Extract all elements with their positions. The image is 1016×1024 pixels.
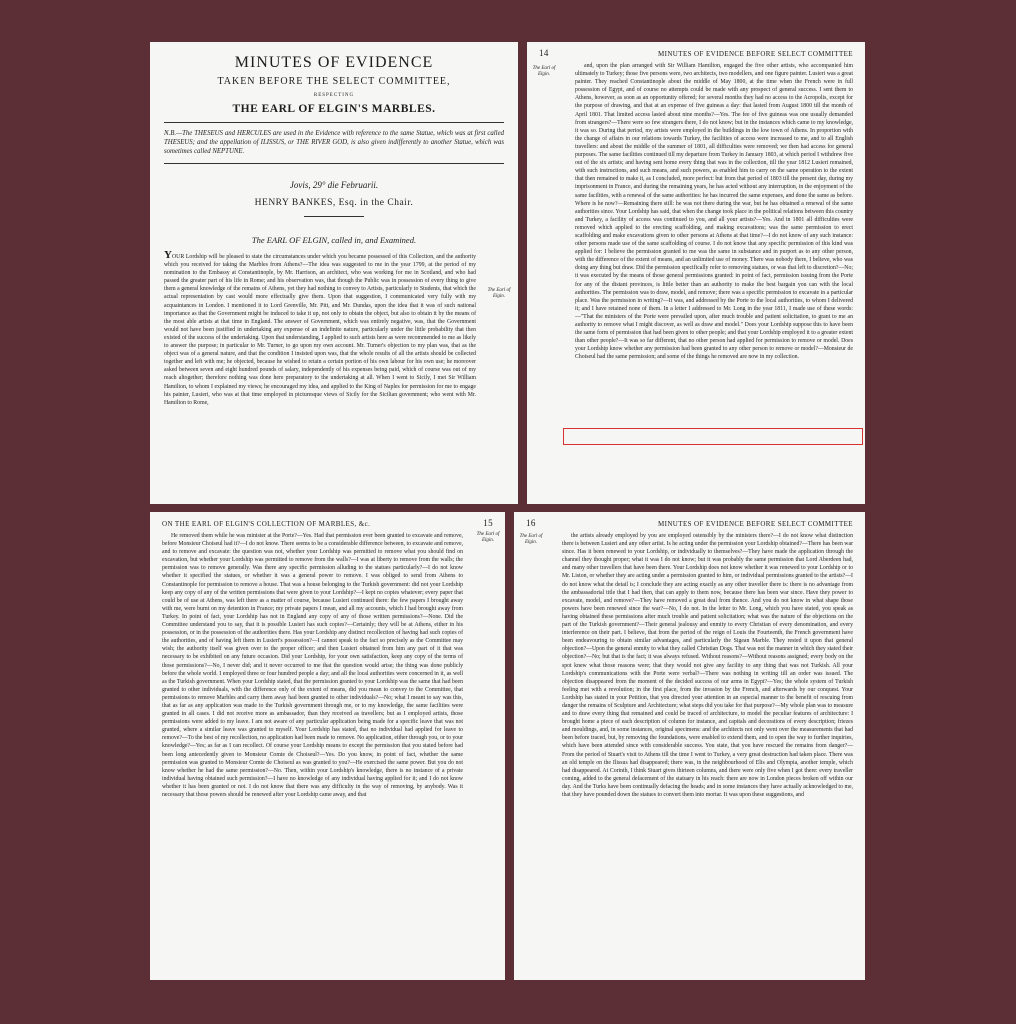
document-page-13	[150, 42, 518, 504]
sitting-date: Jovis, 29° die Februarii.	[289, 180, 379, 190]
document-page-15	[150, 512, 505, 980]
body-text: the artists already employed by you are employed ostensibly by the ministers there?—I do not know what distinction there is between Lusieri and any other artist. Is he acting under the permission your Lordship obtained?—There has been war since. Has it been renewed to your Lordship, or individually to themselves?—They have made the application through the channel they thought proper; what it was I do not know; but it was probably the same permission that Lord Aberdeen had, and many other travellers that have been there. Your Lordship does not know whether it was renewed to your Lordship or to Mr. Liston, or whether they are acting under a permission granted to him, or individual permissions granted to the artists?—I do not know what the detail is; I conclude they are acting exactly as any other traveller there is: there is no advantage from the ambassadorial title that I had then, that can apply to them now, because there has been war since. Have they power to excavate, model, and remove?—They have removed a great deal from thence. And you do not know in what shape those powers have been renewed since the war?—No, I do not. In the letter to Mr. Long, which you have stated, you speak as having obtained these permissions after much trouble and patient solicitation; what was the nature of the objections on the part of the Turkish government?—Their general jealousy and enmity to every Christian of every denomination, and every interference on their part. I believe, that from the period of the reign of Louis the Fourteenth, the French government have been endeavouring to obtain similar advantages, and particularly the Sigean Marble. They rested it upon that general objection?—Upon the general enmity to what they called Christian Dogs. That was not the manner in which they stated their objection?—No; but that is the fact; it was always refused. Without reasons?—Without reasons assigned; every body on the spot knew what those reasons were; that they would not give any facility to any thing that was not Turkish. All your Lordship's communications with the Porte were verbal?—There was nothing in writing till an order was issued. The objection disappeared from the moment of the decided success of our arms in Egypt?—Yes; the whole system of Turkish feeling met with a revolution; in the first place, from the invasion by the French, and afterwards by our conquest. Your Lordship has stated in your Petition, that you directed your attention in an especial manner to the benefit of rescuing from danger the remains of Sculpture and Architecture; what steps did you take for that purpose?—My whole plan was to measure and to draw every thing that remained and could be traced of architecture, to model the peculiar features of architecture: I brought home a piece of each description of column for instance, and capitals and decorations of every description; friezes and mouldings, and, in some instances, original specimens: and the architects not only went over the measurements that had been before traced, but, by removing the foundations, were enabled to extend them, and to open the way to further inquiries, which have been attended since with considerable success. You state, that you have rescued the remains from danger?—From the period of Stuart's visit to Athens till the time I went to Turkey, a very great destruction had taken place. There was an old temple on the Ilissus had disappeared; there was, in the neighbourhood of Elis and Olympia, another temple, which had disappeared. At Corinth, I think Stuart gives thirteen columns, and there were only five when I got there: every traveller coming, added to the general defacement of the statuary in his reach: there are now in London pieces broken off within our day. And the Turks have been continually defacing the heads; and in some instances they have actually acknowledged to me, that they have pounded down the statues to convert them into mortar. It was upon these suggestions, and	[562, 533, 853, 798]
page-number: 14	[539, 48, 549, 58]
page-body	[164, 251, 476, 407]
page-body	[562, 532, 853, 799]
margin-note: The Earl of Elgin.	[476, 532, 500, 543]
document-subtitle: TAKEN BEFORE THE SELECT COMMITTEE,	[217, 76, 451, 87]
running-head	[526, 518, 853, 528]
drop-cap: Y	[164, 249, 172, 261]
document-page-16	[514, 512, 865, 980]
divider	[304, 216, 364, 217]
chair-line: HENRY BANKES, Esq. in the Chair.	[254, 198, 414, 208]
running-head-text: MINUTES OF EVIDENCE BEFORE SELECT COMMITTEE	[658, 50, 853, 58]
margin-note: The Earl of Elgin.	[487, 288, 511, 299]
highlight-box	[563, 428, 863, 445]
body-text: OUR Lordship will be pleased to state the circumstances under which you became possessed of this Collection, and the authority which you received for taking the Marbles from Athens?—The idea was suggested to me in the year 1799, at the period of my nomination to the Embassy at Constantinople, by Mr. Harrison, an architect, who was working for me in Scotland, and who had passed the greater part of his life in Rome; and his observation was, that though the Public was in possession of every thing to give them a general knowledge of the remains of Athens, yet they had nothing to convey to Artists, particularly to Students, that which the actual representation by cast would more effectually give them. Upon that suggestion, I communicated very fully with my acquaintances in London. I mentioned it to Lord Grenville, Mr. Pitt, and Mr. Dundas, upon the idea that it was of such national importance as that the Government might be induced to take it up, not only to obtain the object, but also to obtain it by the means of the most able artists at that time in England. The answer of Government, which was entirely negative, was, that the Government would not have been justified in undertaking any expense of an indefinite nature, particularly under the little probability that then existed of the success of the undertaking. Upon that understanding, I applied to such artists here as were recommended to me as likely to answer the purpose; in particular to Mr. Turner, to go upon my own account. Mr. Turner's objection to my plan was, that as the object was of a general nature, and that the condition I insisted upon was, that the whole results of all the artists should be collected together and left with me; he objected, because he wished to retain a certain portion of his own labour for his own use; he moreover asked between seven and eight hundred pounds of salary, independently of his expenses being paid, which of course was out of my reach altogether; therefore nothing was done here preparatory to the undertaking at all. When I went to Sicily, I met Sir William Hamilton, to whom I explained my views; he encouraged my idea, and applied to the King of Naples for permission for me to engage his painter, Lusieri, who was at that time employed in picturesque views of Sicily for the Sicilian government; who went with Mr. Hamilton to Rome,	[164, 254, 476, 406]
running-head	[539, 48, 853, 58]
running-head-text: ON THE EARL OF ELGIN'S COLLECTION OF MARBLES, &c.	[162, 520, 371, 528]
page-number: 16	[526, 518, 536, 528]
respecting-label: RESPECTING	[313, 93, 355, 98]
body-text: and, upon the plan arranged with Sir William Hamilton, engaged the five other artists, who accompanied him ultimately to Turkey; those five persons were, two architects, two modellers, and one figure painter. Lusieri was a great painter. They reached Constantinople about the middle of May 1800, at the time when the French were in full possession of Egypt, and of course no attempts could be made with any prospect of general success. I sent them to Athens, however, as soon as an opportunity offered; for several months they had no access to the Acropolis, except for the purpose of drawing, and that at an expense of five guineas a day: that lasted from August 1800 till the month of April 1801. That limited access lasted about nine months?—Yes. The fee of five guineas was one usually demanded from strangers?—There were so few strangers there, I do not know; but in the instances which came to my knowledge, it was so. During that period, my artists were employed in the buildings in the low town of Athens. In proportion with the change of affairs in our relations towards Turkey, the facilities of access were increased to me, and to all English travellers: and about the middle of the summer of 1801, all difficulties were removed; we then had access for general purposes. The same facilities continued till my departure from Turkey in January 1803, at which period I withdrew five out of the six artists; and having sent home every thing that was in the collection, till the year 1812 Lusieri remained, with such instructions, and such means, and such powers, as enabled him to carry on the same operation to the extent that then remained to make it, as I concluded, more perfect: but from that period of 1803 till the present day, during my imprisonment in France, and during the remaining years, he has acted without any interruption, in the enjoyment of the same facilities, with a renewal of the same authorities: he has incurred the same expenses, and done the same as before. Where is he now?—Remaining there still: he was not there during the war, but he has obtained a renewal of the same authorities since. Your Lordship has said, that when the change took place in the political relations between this country and Turkey, a facility of access was continued to you, and all your artists?—Yes. And in 1801 all difficulties were removed which applied to the erecting scaffolding, and making excavations; was the same permission to erect scaffolding and make excavations given to other persons at Athens at that time?—I do not know of any such instance: other persons made use of the same scaffolding of course. I do not know that any specific permission of this kind was applied for: I believe the permission granted to me was the same in substance and in purport as to any other person, with the difference of the extent of means, and an unlimited use of money. There was nobody there, I believe, who was doing any thing but draw. Did the permission specifically refer to removing statues, or was that left to discretion?—No; it was executed by the means of those general permissions granted: in point of fact, permission issuing from the Porte for any of the distant provinces, is little better than an authority to make the best bargain you can with the local authorities. The permission was to draw, model, and remove; there was a specific permission to excavate in a particular place. Was the permission in writing?—It was, and addressed by the Porte to the local authorities, to whom I delivered it; and I have retained none of them. In a letter I addressed to Mr. Long in the year 1811, I made use of these words:—"That the ministers of the Porte were prevailed upon, after much trouble and patient solicitation, to grant to me an authority to remove what I might discover, as well as draw and model." Does your Lordship suppose this to have been the same form of permission that had been given to other people; and that your Lordship employed it to a greater extent than other people?—It was so far different, that no other person had applied for permission to remove or model. Does your Lordship know whether any permission had been granted to any other person to remove or model?—Monsieur de Choiseul had the same permission; and some of the things he removed are now in my collection.	[575, 63, 853, 361]
witness-line: The EARL OF ELGIN, called in, and Examined.	[251, 235, 417, 245]
document-subject: THE EARL OF ELGIN'S MARBLES.	[232, 103, 436, 115]
document-page-14	[527, 42, 865, 504]
nota-bene: N.B.—The THESEUS and HERCULES are used in the Evidence with reference to the same Statue, which was at first called THESEUS; and the appellation of ILISSUS, or THE RIVER GOD, is also given indifferently to another Statue, which was sometimes called NEPTUNE.	[164, 130, 504, 155]
margin-note: The Earl of Elgin.	[519, 534, 543, 545]
running-head-text: MINUTES OF EVIDENCE BEFORE SELECT COMMITTEE	[658, 520, 853, 528]
divider	[164, 122, 504, 123]
page-number: 15	[483, 518, 493, 528]
divider	[164, 163, 504, 164]
body-text: He removed them while he was minister at the Porte?—Yes. Had that permission ever been granted to excavate and remove, before Monsieur Choiseul had it?—I do not know. There seems to be a considerable difference between, to excavate and remove, and to remove and excavate: the question was not, whether your Lordship was permitted to remove what you should find on excavation, but whether your Lordship was permitted to remove from the walls?—I was at liberty to remove from the walls; the permission was to remove generally. Was there any specific permission alluding to the statues particularly?—I do not know whether it specified the statues, or whether it was a general power to remove. I was obliged to send from Athens to Constantinople for permission to remove a house. That was a house belonging to the Turkish government: did not your Lordship keep any copy of any of the written permissions that were given to your Lordship?—I kept no copies whatever; every paper that could be of use at Athens, was left there as a matter of course, because Lusieri continued there: the few papers I brought away with me, were burnt on my detention in France; my private papers I mean, and all my accounts, which I had brought away from Turkey. In point of fact, your Lordship has not in England any copy of any of those written permissions?—None. Did the Committee understand you to say, that it is possible Lusieri has such copies?—Certainly; they will be at Athens, either in his possession, or in the possession of the authorities there. Has your Lordship any distinct recollection of having had such copies of the authorities, and of having left them in Lusieri's possession?—I cannot speak to the fact so precisely as the Committee may wish; the authority itself was given over to the proper officer; and then Lusieri obtained from him any part of it that was necessary to be exhibited on any future occasion. Did your Lordship, for your own satisfaction, keep any copy of the terms of those permissions?—No, I never did; and it never occurred to me that the question would arise; the thing was done publicly before the whole world. I employed three or four hundred people a day; and all the local authorities were concerned in it, as well as the Turkish government. When your Lordship stated, that the permission granted to your Lordship was the same that had been granted to other individuals, with the difference only of the extent of means, did you mean to convey to the Committee, that permissions to remove Marbles and carry them away had been granted to other individuals?—No; what I meant to say was this, that as far as any application was made to the Turkish government through me, or to my knowledge, the same facilities were granted in all cases. I did not receive more as ambassador, than they received as travellers; but as I employed artists, those permissions were added to my leave. I am not aware of any particular application being made for a specific leave that was not granted, where a similar leave was granted to myself. Your Lordship has stated, that no individual had applied for leave to remove?—To the best of my recollection, no application had been made to remove. No application, either through you, or to your knowledge?—Yes; as far as I can recollect. Of course your Lordship means to except the permission that you stated before had been long antecedently given to Monsieur Comte de Choiseul?—Yes. Do you know, in point of fact, whether the same permission was granted to Monsieur Comte de Choiseul as was granted to you?—He exercised the same power. But you do not know whether he had the same permission?—No. Then, within your Lordship's knowledge, there is no instance of a private individual having obtained such permission?—I have no knowledge of any individual having applied for it; and I do not know whether it has been granted or not. I do not know that there was any difficulty in the way of removing, by anybody. Was it necessary that those powers should be renewed after your Lordship came away, and that	[162, 533, 463, 798]
margin-note: The Earl of Elgin.	[532, 66, 556, 77]
document-title: MINUTES OF EVIDENCE	[234, 54, 434, 71]
running-head	[162, 518, 493, 528]
page-body	[575, 62, 853, 361]
page-body	[162, 532, 463, 799]
